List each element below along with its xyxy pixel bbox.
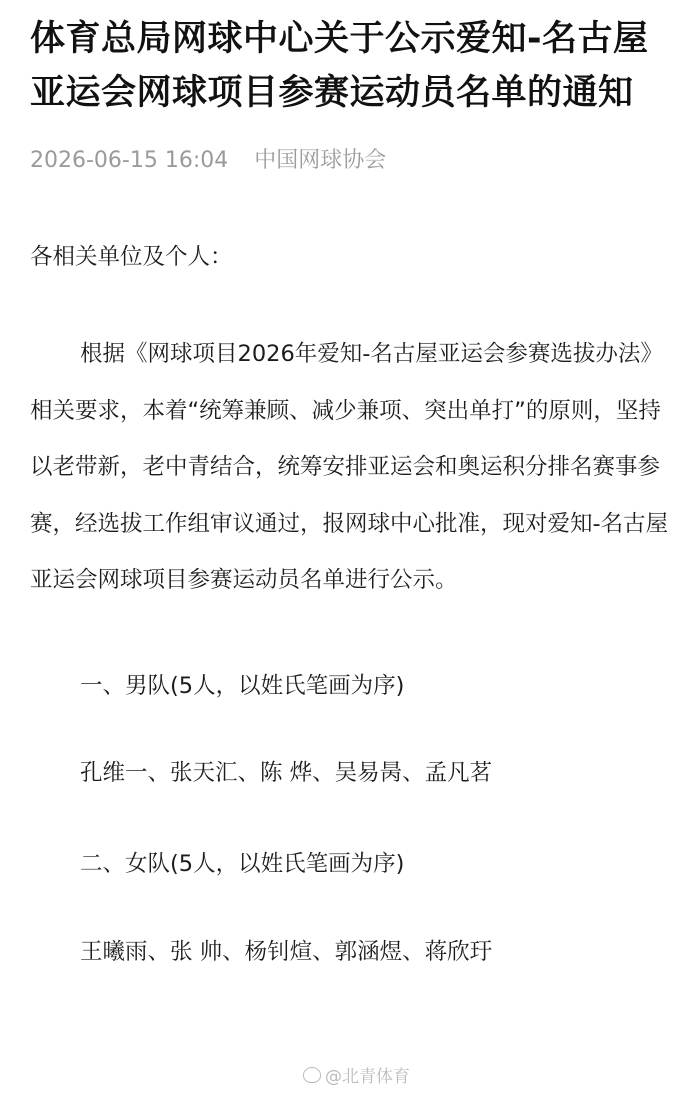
men-team-heading: 一、男队(5人，以姓氏笔画为序) [80, 672, 405, 699]
watermark-text: @北青体育 [325, 1067, 410, 1087]
article [30, 0, 670, 971]
body-paragraph: 根据《网球项目2026年爱知-名古屋亚运会参赛选拔办法》相关要求，本着“统筹兼顾、减少兼项、突出单打”的原则，坚持以老带新，老中青结合，统筹安排亚运会和奥运积分排名赛事参赛，经选拔工作组审议通过，报网球中心批准，现对爱知-名古屋亚运会网球项目参赛运动员名单进行公示。 [30, 341, 669, 593]
watermark [303, 1062, 410, 1087]
women-team-names: 王曦雨、张 帅、杨钊煊、郭涵煜、蒋欣玗 [80, 938, 493, 965]
article-title: 体育总局网球中心关于公示爱知-名古屋亚运会网球项目参赛运动员名单的通知 [30, 19, 649, 113]
women-team-heading: 二、女队(5人，以姓氏笔画为序) [80, 850, 405, 877]
salutation: 各相关单位及个人： [30, 244, 233, 270]
article-meta [30, 146, 670, 176]
men-team-names: 孔维一、张天汇、陈 烨、吴易昺、孟凡茗 [80, 759, 493, 786]
publish-date: 2026-06-15 16:04 [30, 148, 229, 173]
source-link[interactable]: 中国网球协会 [254, 148, 387, 173]
weibo-icon [303, 1067, 321, 1083]
